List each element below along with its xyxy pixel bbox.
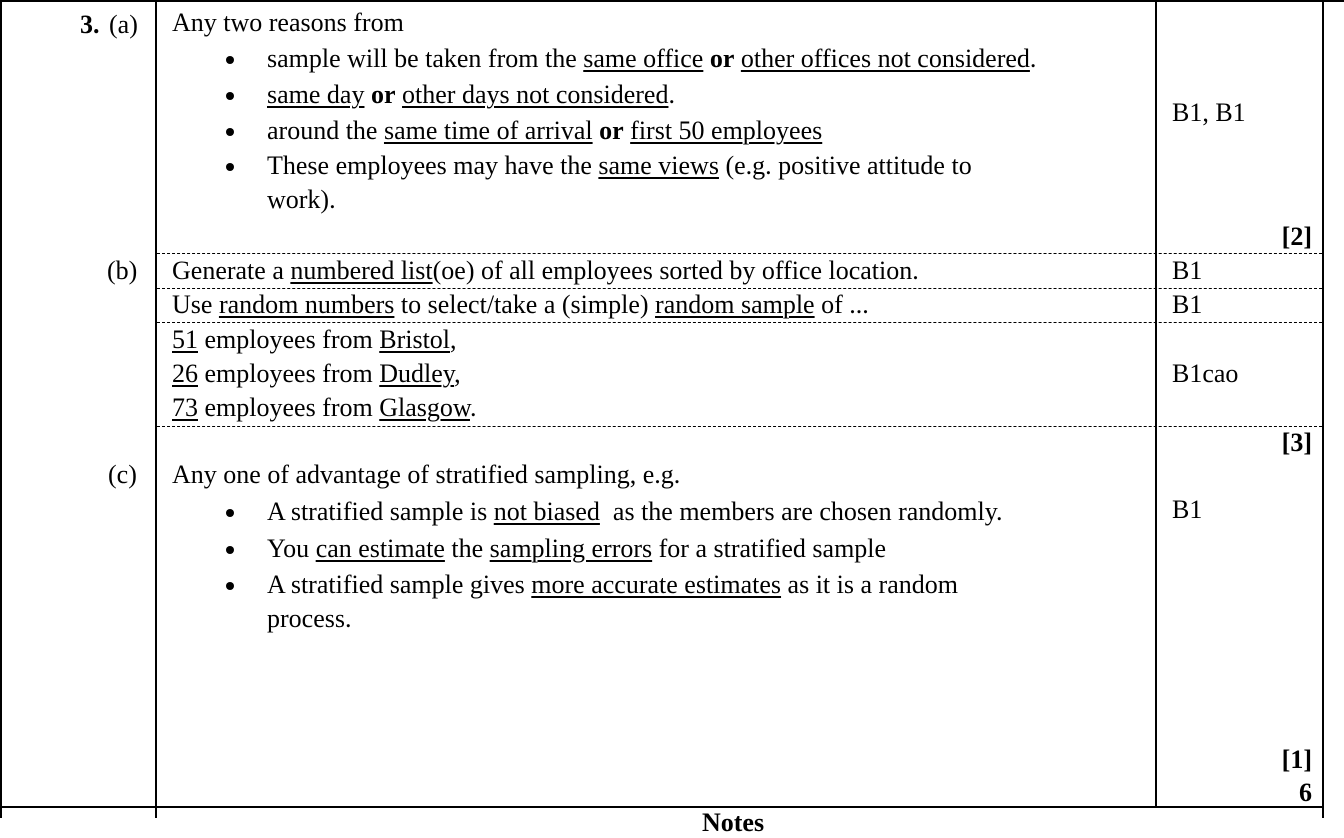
key-phrase: first 50 employees xyxy=(630,116,823,145)
text: of ... xyxy=(814,290,869,319)
text: (e.g. positive attitude to xyxy=(718,151,972,180)
office-location: Dudley xyxy=(379,359,455,388)
divider-mark xyxy=(1155,0,1157,808)
text: employees from xyxy=(198,359,380,388)
part-a-reason-4 xyxy=(267,151,972,181)
part-b-step-1 xyxy=(172,256,919,286)
divider-left xyxy=(155,0,157,818)
text: (oe) of all employees sorted by office location. xyxy=(432,256,919,285)
text: around the xyxy=(267,116,384,145)
part-a-label: (a) xyxy=(109,10,138,39)
text: . xyxy=(469,393,477,422)
separator-b3-total xyxy=(157,426,1322,427)
text: as it is a random xyxy=(781,570,958,599)
key-phrase: can estimate xyxy=(315,534,445,563)
top-border xyxy=(0,0,1344,2)
text: These employees may have the xyxy=(267,151,599,180)
bullet-icon xyxy=(226,92,234,100)
sample-count: 26 xyxy=(172,359,198,388)
text: . xyxy=(1029,44,1037,73)
key-phrase: same time of arrival xyxy=(383,116,593,145)
total-marks: [3] xyxy=(1281,428,1312,457)
text: , xyxy=(454,359,461,388)
office-location: Glasgow xyxy=(379,393,470,422)
text: sample will be taken from the xyxy=(267,44,584,73)
text: You xyxy=(267,534,316,563)
or-word: or xyxy=(709,44,735,73)
text: for a stratified sample xyxy=(652,534,887,563)
text: , xyxy=(450,325,457,354)
part-a-reason-4-cont: work). xyxy=(267,185,336,214)
part-b-step-2 xyxy=(172,290,869,320)
part-c-mark: B1 xyxy=(1172,495,1203,524)
right-border xyxy=(1322,0,1324,818)
part-c-advantage-2 xyxy=(267,534,886,564)
bullet-icon xyxy=(226,509,234,517)
part-c-total xyxy=(1200,745,1312,775)
or-word: or xyxy=(370,80,396,109)
text: employees from xyxy=(198,325,380,354)
part-a-total xyxy=(1200,222,1312,252)
part-b-sample-dudley xyxy=(172,359,461,389)
key-phrase: same office xyxy=(583,44,704,73)
key-phrase: other days not considered xyxy=(402,80,669,109)
part-c-advantage-3 xyxy=(267,570,958,600)
bullet-icon xyxy=(226,163,234,171)
notes-header xyxy=(702,808,764,838)
office-location: Bristol xyxy=(379,325,451,354)
key-phrase: numbered list xyxy=(290,256,433,285)
total-marks: [1] xyxy=(1281,745,1312,774)
part-c-advantage-3-cont: process. xyxy=(267,604,352,633)
part-b-sample-bristol xyxy=(172,325,457,355)
text: the xyxy=(444,534,490,563)
bullet-icon xyxy=(226,546,234,554)
separator-b2-b3 xyxy=(157,322,1322,323)
key-phrase: sampling errors xyxy=(489,534,653,563)
key-phrase: same views xyxy=(598,151,719,180)
text: . xyxy=(668,80,675,109)
notes-header-label: Notes xyxy=(702,808,765,837)
part-b-sample-glasgow xyxy=(172,393,476,423)
separator-b1-b2 xyxy=(157,288,1322,289)
part-b-mark-1: B1 xyxy=(1172,256,1203,285)
text: A stratified sample gives xyxy=(267,570,532,599)
key-phrase: random sample xyxy=(655,290,815,319)
text: as the members are chosen randomly. xyxy=(599,497,1003,526)
question-number xyxy=(80,10,100,40)
part-b-total xyxy=(1200,428,1312,458)
key-phrase: other offices not considered xyxy=(740,44,1030,73)
text: Use xyxy=(172,290,219,319)
text: employees from xyxy=(198,393,380,422)
total-marks: [2] xyxy=(1281,222,1312,251)
part-a-reason-1 xyxy=(267,44,1036,74)
left-border xyxy=(0,0,2,818)
part-c-advantage-1 xyxy=(267,497,1003,527)
bullet-icon xyxy=(226,582,234,590)
key-phrase: same day xyxy=(267,80,365,109)
part-c-intro: Any one of advantage of stratified sampling, e.g. xyxy=(172,460,681,489)
part-b-label: (b) xyxy=(107,256,138,285)
part-b-mark-2: B1 xyxy=(1172,290,1203,319)
question-total-marks: 6 xyxy=(1299,778,1312,807)
part-a-reason-3 xyxy=(267,116,822,146)
separator-a-b xyxy=(157,253,1322,254)
part-a-reason-2 xyxy=(267,80,675,110)
part-b-mark-3: B1cao xyxy=(1172,359,1239,388)
question-number-label: 3. xyxy=(80,10,100,39)
question-total xyxy=(1200,778,1312,808)
part-c-label: (c) xyxy=(108,460,137,489)
text: A stratified sample is xyxy=(267,497,494,526)
part-a-mark: B1, B1 xyxy=(1172,98,1246,127)
bullet-icon xyxy=(226,128,234,136)
or-word: or xyxy=(599,116,624,145)
bullet-icon xyxy=(226,56,234,64)
bottom-border xyxy=(0,806,1324,808)
part-a-intro: Any two reasons from xyxy=(172,8,404,37)
key-phrase: more accurate estimates xyxy=(531,570,782,599)
text: to select/take a (simple) xyxy=(394,290,656,319)
sample-count: 51 xyxy=(172,325,198,354)
key-phrase: random numbers xyxy=(218,290,395,319)
sample-count: 73 xyxy=(172,393,198,422)
text: Generate a xyxy=(172,256,291,285)
key-phrase: not biased xyxy=(493,497,600,526)
